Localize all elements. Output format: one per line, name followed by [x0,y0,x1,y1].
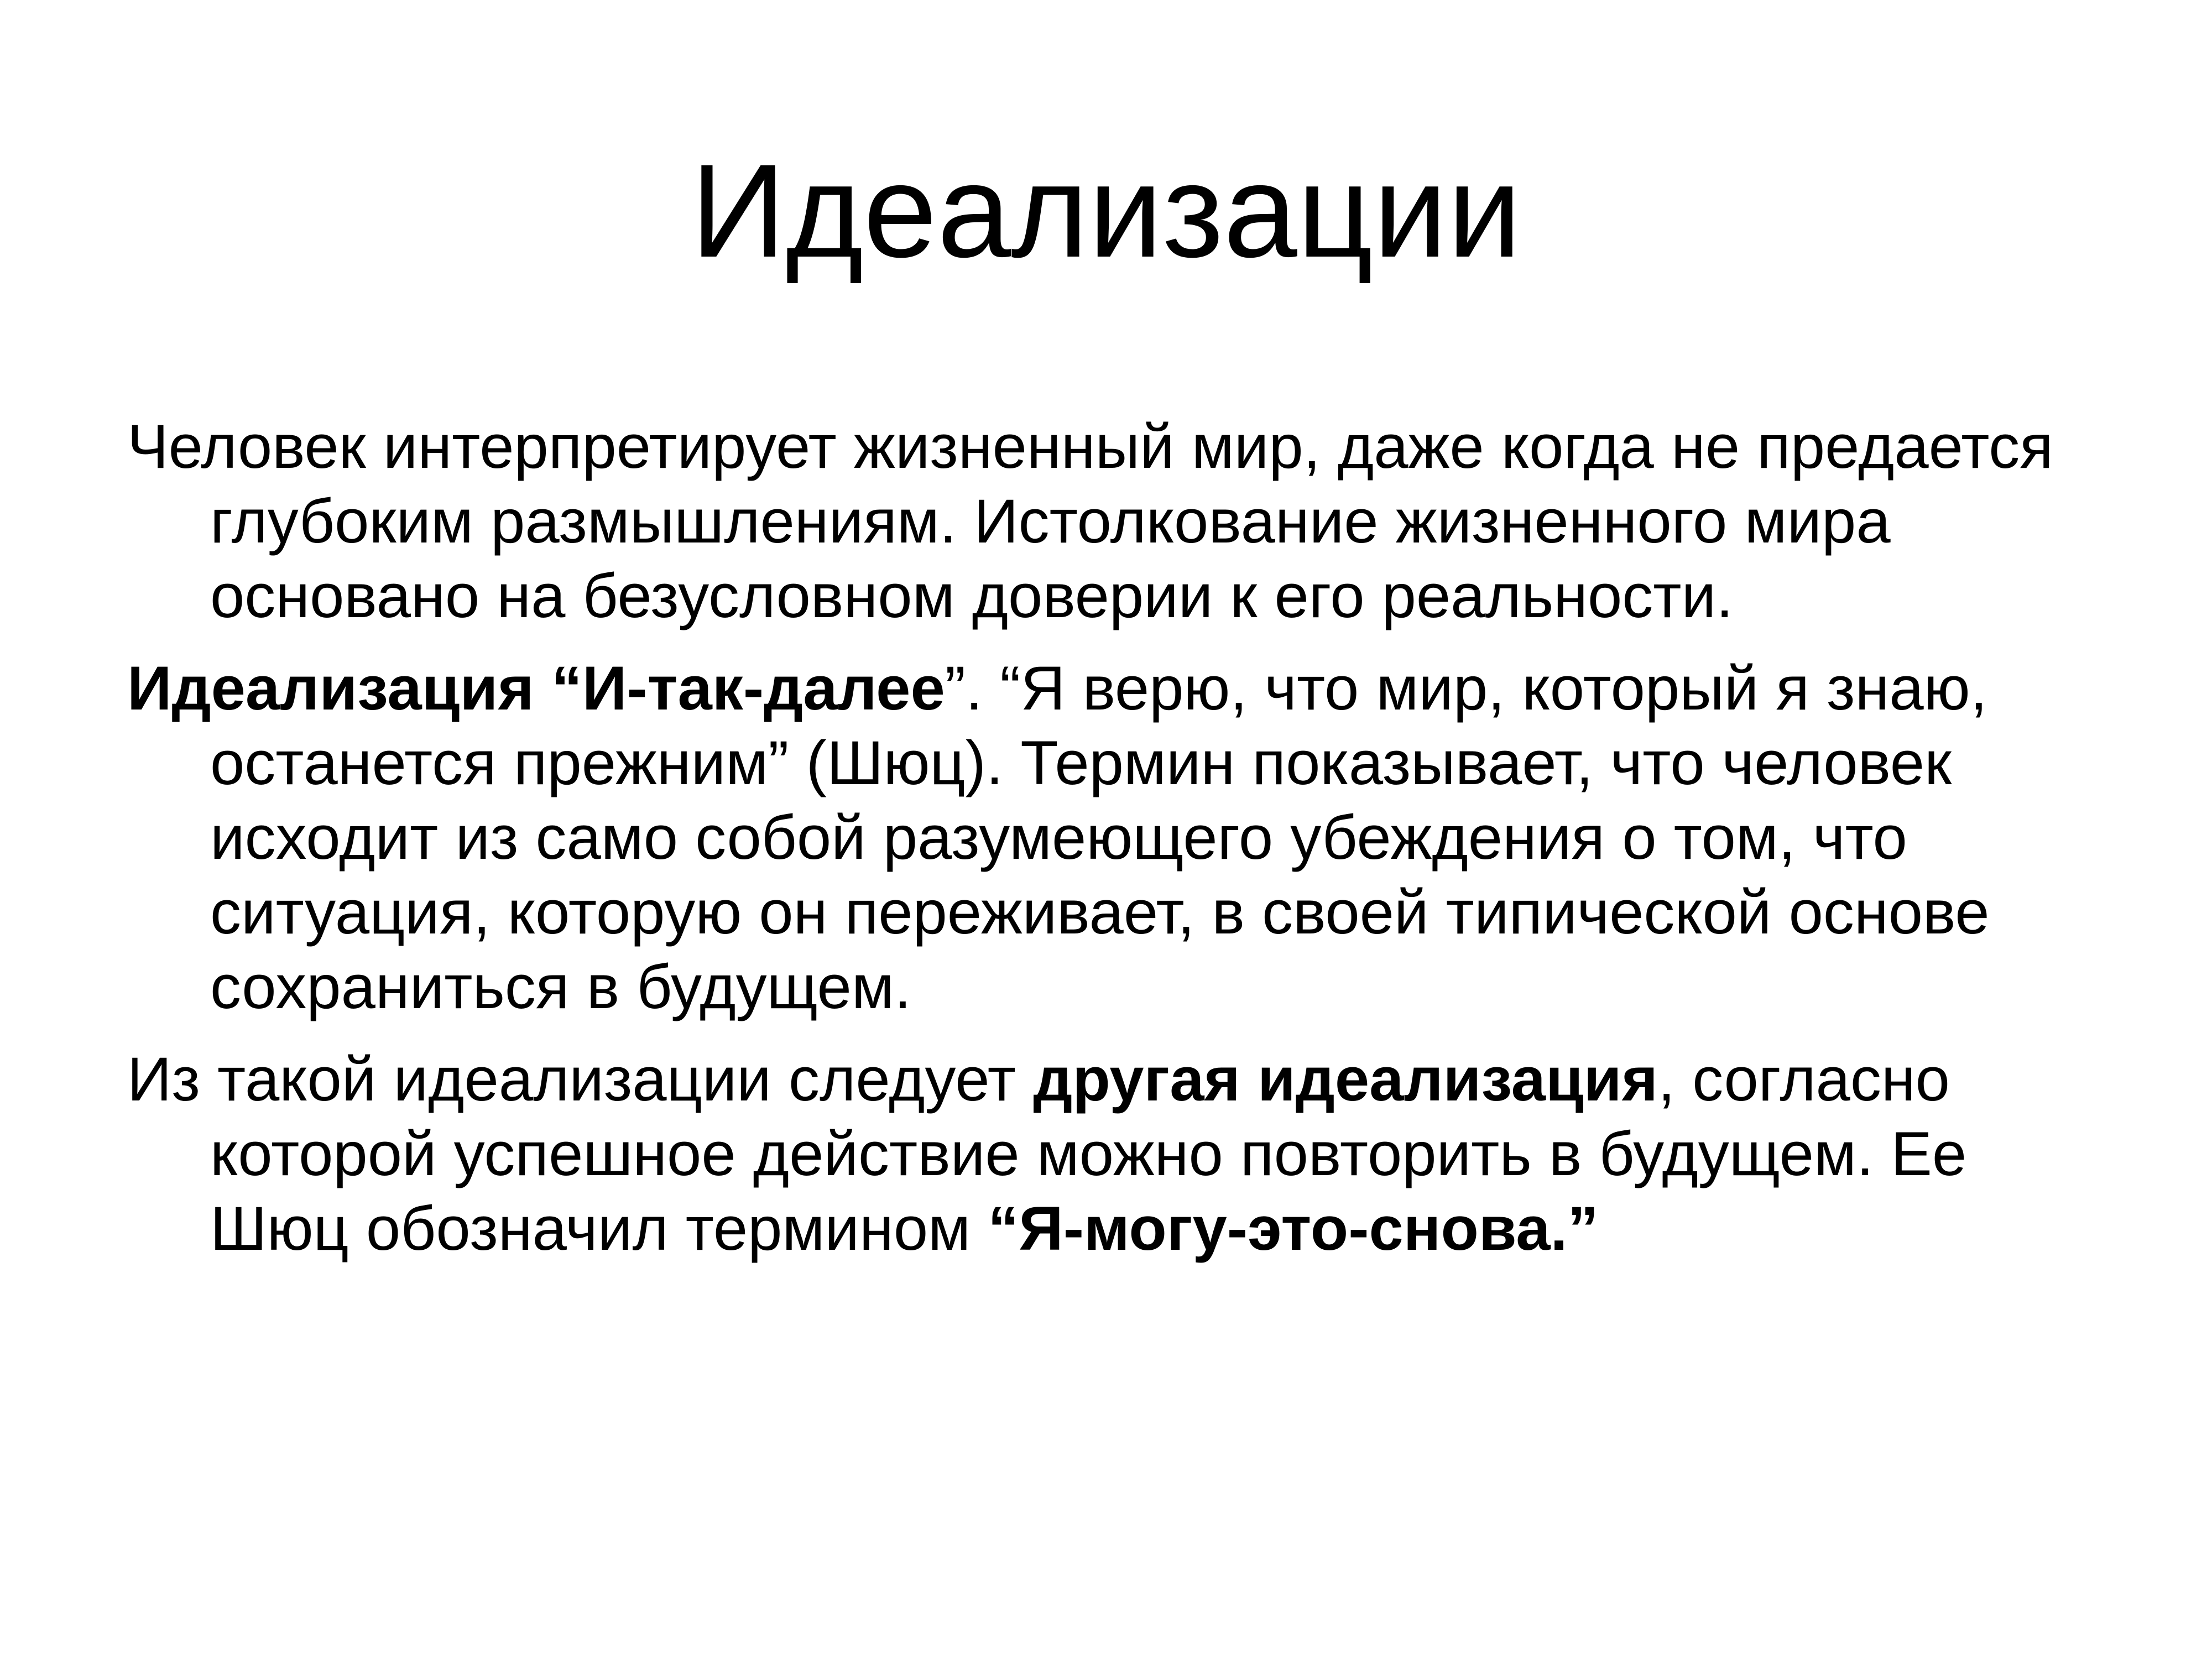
text-line [127,484,2107,559]
text-line [127,559,2107,633]
slide-body [127,409,2107,1266]
text-segment: другая идеализация [1033,1045,1658,1114]
text-segment: исходит из само собой разумеющего убеждения о том, что [210,803,1907,872]
text-line [127,950,2107,1024]
text-segment: сохраниться в будущем. [210,952,911,1021]
text-segment: Из такой идеализации следует [127,1045,1034,1114]
text-segment: останется прежним” (Шюц). Термин показывает, что человек [210,728,1952,797]
text-segment: глубоким размышлениям. Истолкование жизненного мира [210,487,1891,556]
paragraph [127,651,2107,1024]
text-segment: , согласно [1658,1045,1950,1114]
text-segment: Человек интерпретирует жизненный мир, даже когда не предается [127,412,2053,481]
text-segment: ситуация, которую он переживает, в своей типической основе [210,878,1990,947]
text-segment: Шюц обозначил термином [210,1194,988,1263]
text-line [127,1191,2107,1266]
slide-title: Идеализации [690,137,1522,285]
text-line [127,875,2107,950]
paragraph [127,409,2107,633]
text-segment: ”. “Я верю, что мир, который я знаю, [945,654,1987,723]
text-segment: которой успешное действие можно повторить в будущем. Ее [210,1119,1967,1188]
text-line [127,1117,2107,1191]
text-line [127,726,2107,800]
text-line [127,409,2107,484]
text-line [127,651,2107,726]
text-line [127,800,2107,875]
text-segment: “Я-могу-это-снова.” [988,1194,1599,1263]
text-line [127,1042,2107,1117]
text-segment: основано на безусловном доверии к его реальности. [210,561,1734,630]
paragraph [127,1042,2107,1266]
text-segment: Идеализация “И-так-далее [127,654,945,723]
